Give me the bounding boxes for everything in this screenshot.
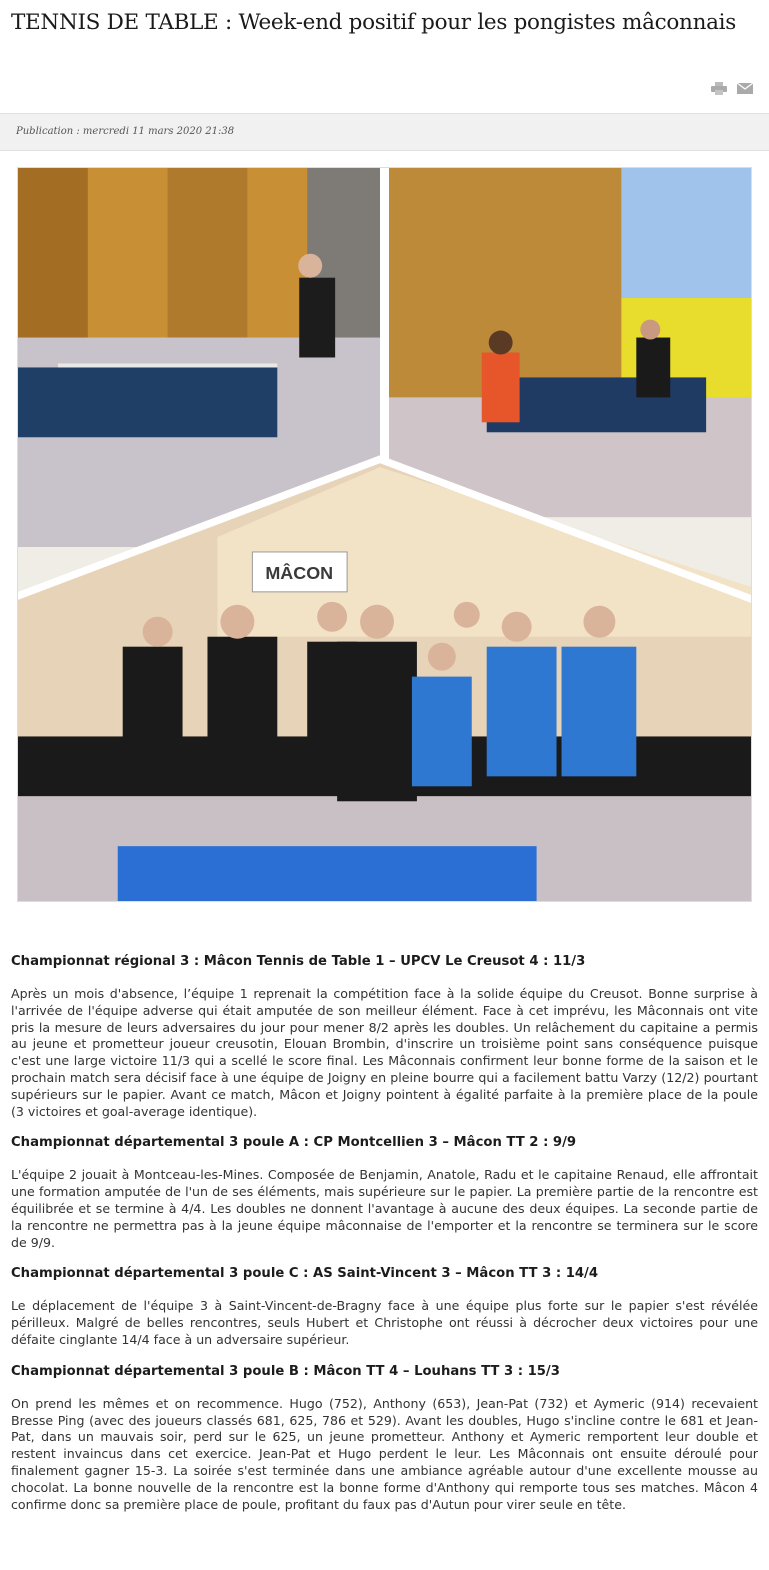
article-section — [11, 1265, 758, 1348]
section-heading: Championnat départemental 3 poule C : AS Saint-Vincent 3 – Mâcon TT 3 : 14/4 — [11, 1266, 599, 1282]
banner-text: MÂCON — [265, 562, 334, 583]
section-heading: Championnat départemental 3 poule B : Mâcon TT 4 – Louhans TT 3 : 15/3 — [11, 1363, 560, 1379]
printer-icon[interactable] — [711, 82, 727, 95]
article-section — [11, 953, 758, 1120]
publication-date: Publication : mercredi 11 mars 2020 21:38 — [16, 126, 235, 137]
article-photo-collage — [17, 167, 752, 902]
article-title: TENNIS DE TABLE : Week-end positif pour les pongistes mâconnais — [11, 10, 736, 35]
article-body — [11, 953, 758, 1527]
envelope-icon[interactable] — [737, 82, 753, 95]
section-paragraph: On prend les mêmes et on recommence. Hugo (752), Anthony (653), Jean-Pat (732) et Aymeric (914) recevaient Bresse Ping (avec des joueurs classés 681, 625, 786 et 529). Avant les doubles, Hugo s'incline contre le 681 et Jean-Pat, dans un mauvais soir, perd sur le 625, un jeune prometteur. Anthony et Aymeric remportent leur double et restent invaincus dans cet exercice. Jean-Pat et Hugo perdent le leur. Les Mâconnais ont ensuite déroulé pour finalement gagner 15-3. La soirée s'est terminée dans une ambiance agréable autour d'une excellente mousse au chocolat. La bonne nouvelle de la rencontre est la bonne forme d'Anthony qui remporte tous ses matches. Mâcon 4 confirme donc sa première place de poule, profitant du faux pas d'Autun pour virer seule en tête. — [11, 1395, 758, 1512]
section-heading: Championnat départemental 3 poule A : CP Montcellien 3 – Mâcon TT 2 : 9/9 — [11, 1135, 577, 1151]
section-paragraph: Le déplacement de l'équipe 3 à Saint-Vincent-de-Bragny face à une équipe plus forte sur le papier s'est révélée périlleux. Malgré de belles rencontres, seuls Hubert et Christophe ont réussi à décrocher deux victoires pour une défaite cinglante 14/4 face à un adversaire supérieur. — [11, 1298, 758, 1347]
section-paragraph: L'équipe 2 jouait à Montceau-les-Mines. Composée de Benjamin, Anatole, Radu et le capitaine Renaud, elle affrontait une formation amputée de l'un de ses éléments, mais supérieure sur le papier. La première partie de la rencontre est équilibrée et se termine à 4/4. Les doubles ne donnent l'avantage à aucune des deux équipes. La seconde partie de la rencontre ne permettra pas à la jeune équipe mâconnaise de l'emporter et la rencontre se terminera sur le score de 9/9. — [11, 1167, 758, 1250]
photo-panel-right — [389, 168, 751, 517]
section-heading: Championnat régional 3 : Mâcon Tennis de Table 1 – UPCV Le Creusot 4 : 11/3 — [11, 954, 586, 969]
section-paragraph: Après un mois d'absence, l’équipe 1 reprenait la compétition face à la solide équipe du Creusot. Bonne surprise à l'arrivée de l'équipe adverse qui était amputée de son meilleur élément. Face à cet imprévu, les Mâconnais ont vite pris la mesure de leurs adversaires du jour pour mener 8/2 après les doubles. Un relâchement du capitaine a permis au jeune et prometteur joueur creusotin, Elouan Brombin, d'inscrire un troisième point sans conséquence puisque c'est une large victoire 11/3 qui a scellé le score final. Les Mâconnais confirment leur bonne forme de la saison et le prochain match sera décisif face à une équipe de Joigny en pleine bourre qui a facilement battu Varzy (12/2) pourtant supérieurs sur le papier. Avant ce match, Mâcon et Joigny pointent à égalité parfaite à la première place de la poule (3 victoires et goal-average identique). — [11, 986, 758, 1119]
article-toolbar — [711, 82, 753, 95]
article-section — [11, 1363, 758, 1514]
publication-bar — [0, 113, 769, 151]
article-section — [11, 1134, 758, 1251]
